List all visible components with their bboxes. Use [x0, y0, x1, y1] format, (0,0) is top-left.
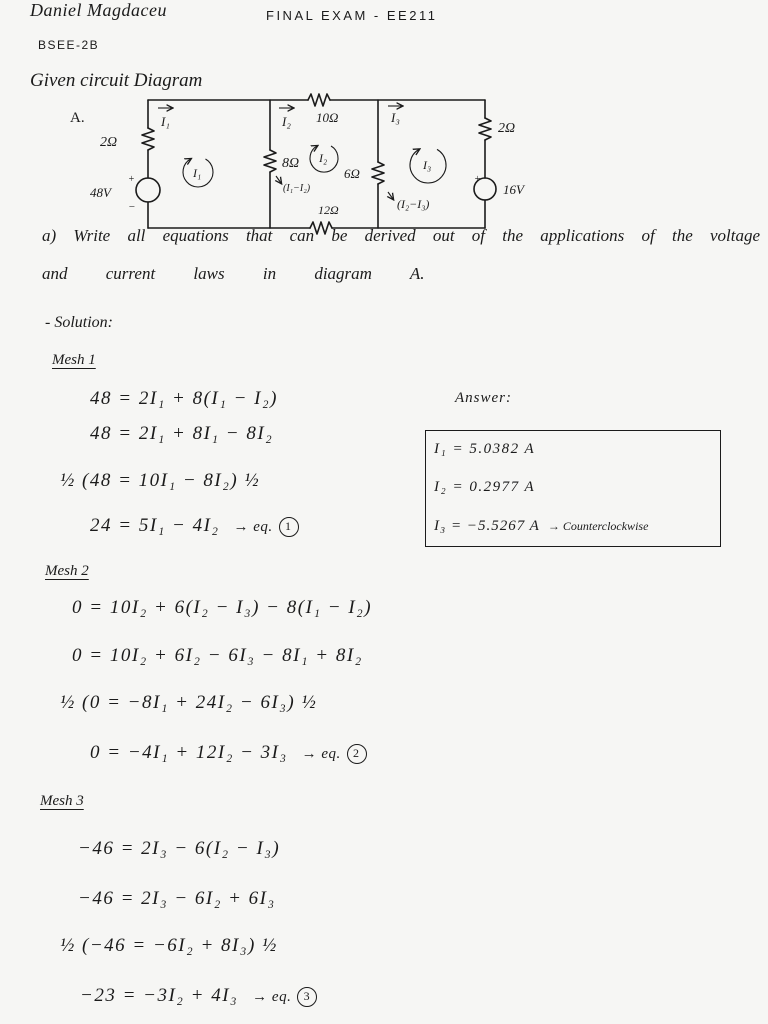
right-resistor-label: 2Ω	[498, 121, 516, 136]
left-resistor-label: 2Ω	[100, 135, 118, 150]
mesh-2-eq-number: 2	[347, 744, 367, 764]
mesh-3-equation-2: −46 = 2I₃ − 6I₂ + 6I₃	[78, 888, 276, 909]
mesh-2-title: Mesh 2	[45, 563, 89, 579]
right-voltage-source	[474, 178, 496, 200]
answer-i1: I₁ = 5.0382 A	[434, 441, 536, 457]
branch-current-label-3: I₃	[391, 110, 400, 125]
left-source-label: 48V	[90, 185, 111, 200]
question-line-2: and current laws in diagram A.	[42, 264, 425, 283]
mesh-2-result	[90, 742, 367, 764]
middle-current-label: (I₁−I₂)	[283, 183, 311, 194]
mesh-3-title: Mesh 3	[40, 793, 84, 809]
mesh-1-label: I₁	[193, 166, 202, 180]
mesh-1-title: Mesh 1	[52, 352, 96, 368]
mesh-1-equation-3: ½ (48 = 10I₁ − 8I₂) ½	[60, 470, 261, 491]
middle-resistor-symbol	[264, 150, 276, 172]
student-name: Daniel Magdaceu	[30, 0, 167, 20]
inner-resistor-label: 6Ω	[344, 166, 360, 181]
branch-current-label-1: I₁	[161, 114, 170, 129]
bottom-resistor-label: 12Ω	[318, 203, 339, 217]
answer-box	[425, 430, 721, 547]
middle-current-arrow	[276, 176, 281, 183]
student-section: BSEE-2B	[38, 38, 100, 52]
circuit-diagram	[0, 0, 768, 250]
left-source-minus: −	[128, 201, 136, 213]
mesh-1-result	[90, 515, 299, 537]
mesh-3-equation-1: −46 = 2I₃ − 6(I₂ − I₃)	[78, 838, 281, 859]
right-source-label: 16V	[503, 182, 524, 197]
answer-i2: I₂ = 0.2977 A	[434, 479, 536, 495]
mesh-3-result	[80, 985, 317, 1007]
mesh-2-arrow	[310, 146, 338, 172]
top-resistor-label: 10Ω	[316, 110, 339, 125]
answer-heading: Answer:	[455, 390, 512, 406]
inner-current-arrow	[388, 192, 393, 199]
mesh-1-result-equation: 24 = 5I₁ − 4I₂	[90, 515, 220, 536]
exam-title: FINAL EXAM - EE211	[266, 8, 438, 23]
middle-resistor-label: 8Ω	[282, 156, 300, 171]
mesh-3-result-equation: −23 = −3I₂ + 4I₃	[80, 985, 239, 1006]
right-resistor-symbol	[479, 118, 491, 140]
mesh-1-equation-1: 48 = 2I₁ + 8(I₁ − I₂)	[90, 388, 278, 409]
left-source-plus: +	[128, 174, 135, 185]
mesh-3-eq-number: 3	[297, 987, 317, 1007]
mesh-3-arrow	[410, 149, 446, 183]
diagram-label: A.	[70, 110, 85, 126]
mesh-2-result-equation: 0 = −4I₁ + 12I₂ − 3I₃	[90, 742, 288, 763]
top-resistor-symbol	[308, 94, 330, 106]
inner-current-label: (I₂−I₃)	[397, 197, 430, 211]
mesh-3-label: I₃	[423, 158, 432, 172]
mesh-2-equation-1: 0 = 10I₂ + 6(I₂ − I₃) − 8(I₁ − I₂)	[72, 597, 373, 618]
mesh-2-eq-tag: → eq.	[301, 746, 341, 762]
right-source-plus: +	[474, 174, 481, 185]
answer-i3-direction: → Counterclockwise	[547, 519, 649, 533]
mesh-3-equation-3: ½ (−46 = −6I₂ + 8I₃) ½	[60, 935, 278, 956]
left-resistor-symbol	[142, 128, 154, 150]
inner-resistor-symbol	[372, 162, 384, 184]
answer-i3-value: I₃ = −5.5267 A	[434, 518, 540, 534]
question-line-1: a) Write all equations that can be derived out of the applications of the voltage	[42, 226, 760, 245]
circuit-heading: Given circuit Diagram	[30, 70, 203, 91]
mesh-1-eq-tag: → eq.	[233, 519, 273, 535]
mesh-1-equation-2: 48 = 2I₁ + 8I₁ − 8I₂	[90, 423, 274, 444]
branch-current-label-2: I₂	[282, 114, 291, 129]
mesh-1-arrow	[183, 159, 213, 187]
mesh-1-eq-number: 1	[279, 517, 299, 537]
mesh-3-eq-tag: → eq.	[252, 989, 292, 1005]
answer-i3	[434, 518, 648, 535]
solution-heading: - Solution:	[45, 314, 113, 331]
mesh-2-equation-3: ½ (0 = −8I₁ + 24I₂ − 6I₃) ½	[60, 692, 318, 713]
left-voltage-source	[136, 178, 160, 202]
mesh-2-label: I₂	[319, 151, 328, 165]
mesh-2-equation-2: 0 = 10I₂ + 6I₂ − 6I₃ − 8I₁ + 8I₂	[72, 645, 363, 666]
